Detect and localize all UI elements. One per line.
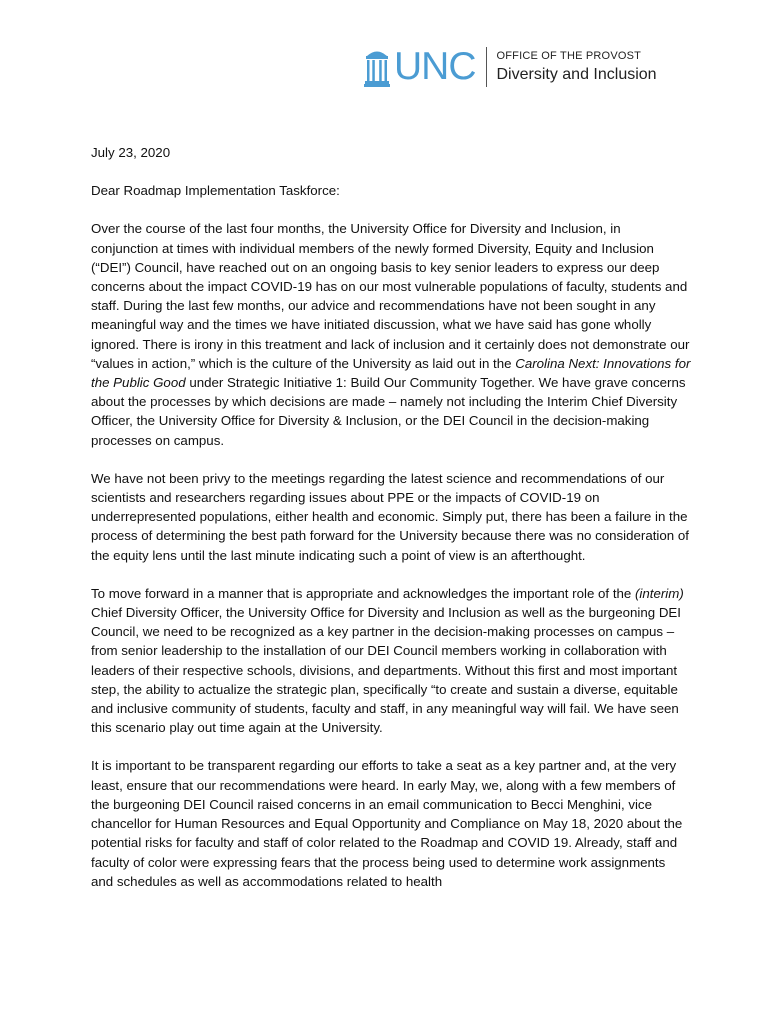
paragraph-1-text-b: under Strategic Initiative 1: Build Our Community Together. We have grave concerns about the processes by which decisions are made – namely not including the Interim Chief Diversity Officer, the University Office for Diversity & Inclusion, or the DEI Council in the decision-making processes on campus. — [91, 375, 686, 448]
letterhead-divider — [486, 47, 487, 87]
paragraph-2: We have not been privy to the meetings regarding the latest science and recommendations of our scientists and researchers regarding issues about PPE or the impacts of COVID-19 on underrepresented populations, either health and economic. Simply put, there has been a failure in the process of determining the best path forward for the University because there was no consideration of the equity lens until the last minute indicating such a point of view is an afterthought. — [91, 470, 689, 563]
paragraph-3 — [91, 584, 691, 738]
letter-salutation: Dear Roadmap Implementation Taskforce: — [91, 183, 340, 199]
paragraph-1-text-a: Over the course of the last four months, the University Office for Diversity and Inclusion, in conjunction at times with individual members of the newly formed Diversity, Equity and Inclusion (“DEI”) Council, have reached out on an ongoing basis to key senior leaders to express our deep concerns about the impact COVID-19 has on our most vulnerable populations of faculty, students and staff. During the last few months, our advice and recommendations have not been sought in any meaningful way and the times we have initiated discussion, what we have said has gone wholly ignored. There is irony in this treatment and lack of inclusion and it certainly does not demonstrate our “values in action,” which is the culture of the University as laid out in the — [91, 221, 690, 371]
office-label: OFFICE OF THE PROVOST — [496, 50, 642, 62]
paragraph-4: It is important to be transparent regarding our efforts to take a seat as a key partner and, at the very least, ensure that our recommendations were heard. In early May, we, along with a few members of the burgeoning DEI Council raised concerns in an email communication to Becci Menghini, vice chancellor for Human Resources and Equal Opportunity and Compliance on May 18, 2020 about the potential risks for faculty and staff of color related to the Roadmap and COVID 19. Already, staff and faculty of color were expressing fears that the process being used to determine work assignments and schedules as well as accommodations related to health — [91, 758, 683, 889]
letter-body — [91, 143, 691, 910]
department-block — [497, 49, 657, 85]
paragraph-1 — [91, 219, 691, 449]
paragraph-3-text-b: Chief Diversity Officer, the University Office for Diversity and Inclusion as well as the burgeoning DEI Council, we need to be recognized as a key partner in the decision-making processes on campus – from senior leadership to the installation of our DEI Council members working in collaboration with leaders of their respective schools, divisions, and departments. Without this first and most important step, the ability to actualize the strategic plan, specifically “to create and sustain a diverse, equitable and inclusive community of students, faculty and staff, in any meaningful way will fail. We have seen this scenario play out time again at the University. — [91, 605, 681, 736]
letter-date: July 23, 2020 — [91, 145, 171, 160]
paragraph-3-text-a: To move forward in a manner that is appropriate and acknowledges the important role of the — [91, 585, 635, 601]
department-name: Diversity and Inclusion — [496, 66, 657, 83]
unc-logo — [364, 45, 476, 89]
logo-wordmark: UNC — [394, 45, 476, 88]
old-well-icon — [364, 47, 390, 87]
letterhead — [364, 42, 657, 92]
paragraph-1-italic: Carolina Next: Innovations for the Public Good — [91, 355, 691, 391]
paragraph-3-italic: (interim) — [635, 585, 684, 601]
